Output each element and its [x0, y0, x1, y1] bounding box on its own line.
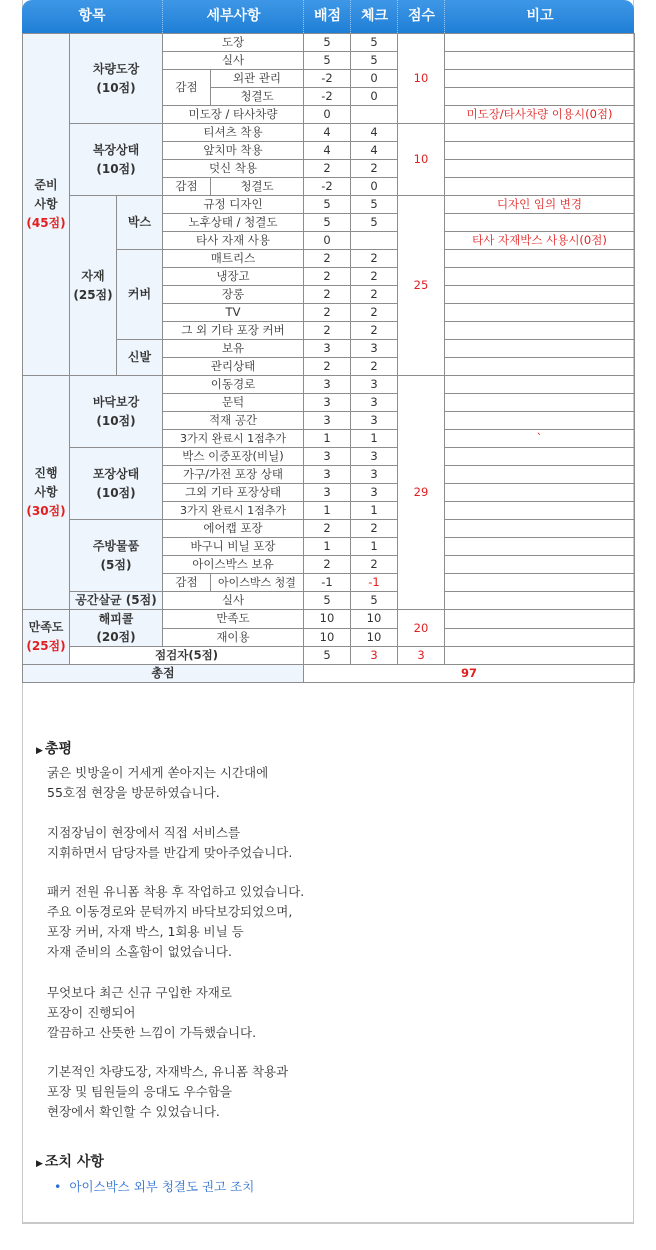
- category-points: (10점): [96, 161, 136, 176]
- actions-title-text: 조치 사항: [44, 1154, 104, 1170]
- table-row: [23, 196, 635, 214]
- alloc-value: 3: [304, 394, 351, 412]
- detail-item: 3가지 완료시 1점추가: [163, 502, 304, 520]
- detail-item: 문턱: [163, 394, 304, 412]
- note-cell: [445, 448, 635, 466]
- note-cell: [445, 322, 635, 340]
- review-paragraph: 무엇보다 최근 신규 구입한 자재로 포장이 진행되어 깔끔하고 산뜻한 느낌이 가득했습니다.: [47, 985, 257, 1040]
- check-value: 3: [351, 466, 398, 484]
- deduct-label: 감점: [163, 70, 211, 106]
- header-note: 비고: [444, 0, 635, 33]
- check-value: 2: [351, 286, 398, 304]
- section-points: (45점): [26, 216, 66, 230]
- table-header: [22, 0, 634, 33]
- deduct-label: 감점: [163, 574, 211, 592]
- note-cell: [445, 520, 635, 538]
- detail-item: 그외 기타 포장상태: [163, 484, 304, 502]
- alloc-value: 5: [304, 196, 351, 214]
- detail-item: 아이스박스 보유: [163, 556, 304, 574]
- detail-item: TV: [163, 304, 304, 322]
- subcategory-cell: 커버: [117, 250, 163, 340]
- subcategory-cell: 박스: [117, 196, 163, 250]
- check-value: 5: [351, 214, 398, 232]
- detail-item: 청결도: [211, 178, 304, 196]
- check-value: 2: [351, 322, 398, 340]
- alloc-value: 1: [304, 538, 351, 556]
- inspector-score: 3: [398, 647, 445, 665]
- check-value: 3: [351, 394, 398, 412]
- category-label: 자재: [81, 268, 105, 283]
- note-cell: [445, 124, 635, 142]
- score-value: 29: [398, 376, 445, 610]
- table-row: [23, 647, 635, 665]
- alloc-value: 3: [304, 484, 351, 502]
- check-value: 2: [351, 304, 398, 322]
- note-cell: [445, 178, 635, 196]
- detail-item: 규정 디자인: [163, 196, 304, 214]
- category-label: 차량도장: [92, 61, 140, 76]
- note-cell: 디자인 임의 변경: [445, 196, 635, 214]
- alloc-value: 0: [304, 106, 351, 124]
- category-points: (10점): [96, 485, 136, 500]
- total-row: [23, 665, 635, 683]
- score-value: 20: [398, 610, 445, 647]
- score-value: 25: [398, 196, 445, 376]
- category-cell: [70, 34, 163, 124]
- check-value: 3: [351, 412, 398, 430]
- check-value: 5: [351, 196, 398, 214]
- check-value: 2: [351, 160, 398, 178]
- detail-item: 도장: [163, 34, 304, 52]
- detail-item: 아이스박스 청결: [211, 574, 304, 592]
- score-table: [22, 33, 635, 683]
- note-cell: [445, 556, 635, 574]
- alloc-value: 3: [304, 448, 351, 466]
- note-cell: [445, 340, 635, 358]
- detail-item: 보유: [163, 340, 304, 358]
- action-item: [54, 1177, 254, 1195]
- detail-item: 3가지 완료시 1점추가: [163, 430, 304, 448]
- alloc-value: 4: [304, 124, 351, 142]
- alloc-value: 0: [304, 232, 351, 250]
- note-cell: 미도장/타사차량 이용시(0점): [445, 106, 635, 124]
- alloc-value: 2: [304, 556, 351, 574]
- check-value: 2: [351, 358, 398, 376]
- bullet-icon: •: [54, 1179, 62, 1194]
- header-alloc: 배점: [303, 0, 351, 33]
- check-value: 5: [351, 34, 398, 52]
- detail-item: 미도장 / 타사차량: [163, 106, 304, 124]
- category-cell: 공간살균 (5점): [70, 592, 163, 610]
- note-cell: [445, 268, 635, 286]
- category-points: (10점): [96, 80, 136, 95]
- category-points: (5점): [100, 557, 132, 572]
- check-value: 2: [351, 520, 398, 538]
- detail-item: 외관 관리: [211, 70, 304, 88]
- check-value: 0: [351, 178, 398, 196]
- detail-item: 실사: [163, 592, 304, 610]
- check-value: 4: [351, 124, 398, 142]
- note-cell: [445, 466, 635, 484]
- detail-item: 덧신 착용: [163, 160, 304, 178]
- category-label: 포장상태: [92, 466, 140, 481]
- table-row: [23, 592, 635, 610]
- deduct-label: 감점: [163, 178, 211, 196]
- category-label: 해피콜: [98, 612, 134, 626]
- detail-item: 이동경로: [163, 376, 304, 394]
- section-label: 진행 사항: [34, 466, 58, 499]
- check-value: 0: [351, 88, 398, 106]
- table-row: [23, 520, 635, 538]
- alloc-value: 10: [304, 628, 351, 647]
- note-cell: `: [445, 430, 635, 448]
- check-value: 10: [351, 628, 398, 647]
- note-cell: [445, 52, 635, 70]
- alloc-value: 2: [304, 286, 351, 304]
- note-cell: [445, 358, 635, 376]
- note-cell: [445, 538, 635, 556]
- header-item: 항목: [78, 8, 106, 24]
- review-title-text: 총평: [44, 741, 72, 757]
- check-value: -1: [351, 574, 398, 592]
- section-label: 준비 사항: [34, 178, 58, 211]
- inspector-check: 3: [351, 647, 398, 665]
- note-cell: [445, 484, 635, 502]
- category-label: 주방물품: [92, 538, 140, 553]
- category-label: 복장상태: [92, 142, 140, 157]
- check-value: 2: [351, 556, 398, 574]
- alloc-value: 3: [304, 376, 351, 394]
- section-sat: [23, 610, 70, 665]
- alloc-value: 5: [304, 34, 351, 52]
- review-title: [36, 738, 72, 758]
- table-row: [23, 610, 635, 629]
- note-cell: [445, 647, 635, 665]
- triangle-right-icon: ▶: [36, 746, 43, 756]
- alloc-value: 2: [304, 160, 351, 178]
- section-prog: [23, 376, 70, 610]
- detail-item: 관리상태: [163, 358, 304, 376]
- alloc-value: 2: [304, 358, 351, 376]
- section-label: 만족도: [28, 620, 64, 634]
- total-label: 총점: [23, 665, 304, 683]
- check-value: 3: [351, 340, 398, 358]
- category-label: 바닥보강: [92, 394, 140, 409]
- check-value: 1: [351, 502, 398, 520]
- category-cell: [70, 376, 163, 448]
- header-check: 체크: [350, 0, 398, 33]
- alloc-value: 1: [304, 502, 351, 520]
- total-value: 97: [304, 665, 635, 683]
- note-cell: [445, 70, 635, 88]
- alloc-value: 2: [304, 250, 351, 268]
- section-points: (25점): [26, 639, 66, 653]
- alloc-value: 1: [304, 430, 351, 448]
- note-cell: [445, 160, 635, 178]
- alloc-value: 5: [304, 592, 351, 610]
- check-value: 5: [351, 592, 398, 610]
- alloc-value: -2: [304, 88, 351, 106]
- note-cell: [445, 394, 635, 412]
- detail-item: 바구니 비닐 포장: [163, 538, 304, 556]
- note-cell: [445, 592, 635, 610]
- section-prep: [23, 34, 70, 376]
- detail-item: 장롱: [163, 286, 304, 304]
- table-row: [23, 124, 635, 142]
- header-detail: 세부사항: [162, 0, 304, 33]
- alloc-value: 2: [304, 520, 351, 538]
- alloc-value: -2: [304, 178, 351, 196]
- detail-item: 냉장고: [163, 268, 304, 286]
- note-cell: [445, 574, 635, 592]
- triangle-right-icon: ▶: [36, 1159, 43, 1169]
- category-points: (25점): [73, 287, 113, 302]
- category-points: (20점): [96, 630, 136, 644]
- check-value: 10: [351, 610, 398, 629]
- note-cell: [445, 214, 635, 232]
- note-cell: [445, 412, 635, 430]
- category-points: (10점): [96, 413, 136, 428]
- detail-item: 실사: [163, 52, 304, 70]
- detail-item: 앞치마 착용: [163, 142, 304, 160]
- detail-item: 노후상태 / 청결도: [163, 214, 304, 232]
- alloc-value: 5: [304, 52, 351, 70]
- check-value: 1: [351, 430, 398, 448]
- detail-item: 타사 자재 사용: [163, 232, 304, 250]
- check-value: 1: [351, 538, 398, 556]
- alloc-value: 10: [304, 610, 351, 629]
- note-cell: [445, 34, 635, 52]
- note-cell: [445, 88, 635, 106]
- check-value: 3: [351, 484, 398, 502]
- note-cell: [445, 502, 635, 520]
- detail-item: 만족도: [163, 610, 304, 629]
- review-paragraph: 기본적인 차량도장, 자재박스, 유니폼 착용과 포장 및 팀원들의 응대도 우수함을 현장에서 확인할 수 있었습니다.: [47, 1064, 289, 1119]
- alloc-value: 3: [304, 340, 351, 358]
- alloc-value: -2: [304, 70, 351, 88]
- table-row: [23, 34, 635, 52]
- note-cell: [445, 286, 635, 304]
- review-paragraph: 굵은 빗방울이 거세게 쏟아지는 시간대에 55호점 현장을 방문하였습니다.: [47, 765, 269, 800]
- note-cell: [445, 628, 635, 647]
- note-cell: [445, 142, 635, 160]
- check-value: 3: [351, 376, 398, 394]
- action-item-text: 아이스박스 외부 청결도 권고 조치: [69, 1179, 255, 1194]
- detail-item: 청결도: [211, 88, 304, 106]
- score-value: 10: [398, 34, 445, 124]
- check-value: 0: [351, 70, 398, 88]
- check-value: 4: [351, 142, 398, 160]
- detail-item: 재이용: [163, 628, 304, 647]
- detail-item: 가구/가전 포장 상태: [163, 466, 304, 484]
- note-cell: [445, 376, 635, 394]
- table-row: [23, 448, 635, 466]
- detail-item: 티셔츠 착용: [163, 124, 304, 142]
- inspector-label: 점검자(5점): [70, 647, 304, 665]
- detail-item: 매트리스: [163, 250, 304, 268]
- note-cell: [445, 250, 635, 268]
- category-cell: [70, 448, 163, 520]
- score-value: 10: [398, 124, 445, 196]
- review-paragraph: 패커 전원 유니폼 착용 후 작업하고 있었습니다. 주요 이동경로와 문턱까지 바닥보강되었으며, 포장 커버, 자재 박스, 1회용 비닐 등 자재 준비의 소홀함이 없었습니다.: [47, 884, 305, 959]
- header-score: 점수: [397, 0, 445, 33]
- detail-item: 그 외 기타 포장 커버: [163, 322, 304, 340]
- detail-item: 박스 이중포장(비닐): [163, 448, 304, 466]
- check-value: 3: [351, 448, 398, 466]
- alloc-value: 2: [304, 322, 351, 340]
- note-cell: [445, 610, 635, 629]
- alloc-value: 3: [304, 466, 351, 484]
- check-value: [351, 106, 398, 124]
- check-value: 2: [351, 250, 398, 268]
- subcategory-cell: 신발: [117, 340, 163, 376]
- category-cell: [70, 124, 163, 196]
- detail-item: 에어캡 포장: [163, 520, 304, 538]
- detail-item: 적재 공간: [163, 412, 304, 430]
- check-value: 5: [351, 52, 398, 70]
- alloc-value: 2: [304, 304, 351, 322]
- alloc-value: 3: [304, 412, 351, 430]
- note-cell: 타사 자재박스 사용시(0점): [445, 232, 635, 250]
- check-value: 2: [351, 268, 398, 286]
- alloc-value: 4: [304, 142, 351, 160]
- note-cell: [445, 304, 635, 322]
- alloc-value: -1: [304, 574, 351, 592]
- table-row: [23, 376, 635, 394]
- category-cell: [70, 610, 163, 647]
- alloc-value: 2: [304, 268, 351, 286]
- category-cell: [70, 196, 117, 376]
- review-paragraph: 지점장님이 현장에서 직접 서비스를 지휘하면서 담당자를 반갑게 맞아주었습니다.: [47, 825, 293, 860]
- section-points: (30점): [26, 504, 66, 518]
- alloc-value: 5: [304, 214, 351, 232]
- category-cell: [70, 520, 163, 592]
- inspector-alloc: 5: [304, 647, 351, 665]
- check-value: [351, 232, 398, 250]
- actions-title: [36, 1151, 104, 1171]
